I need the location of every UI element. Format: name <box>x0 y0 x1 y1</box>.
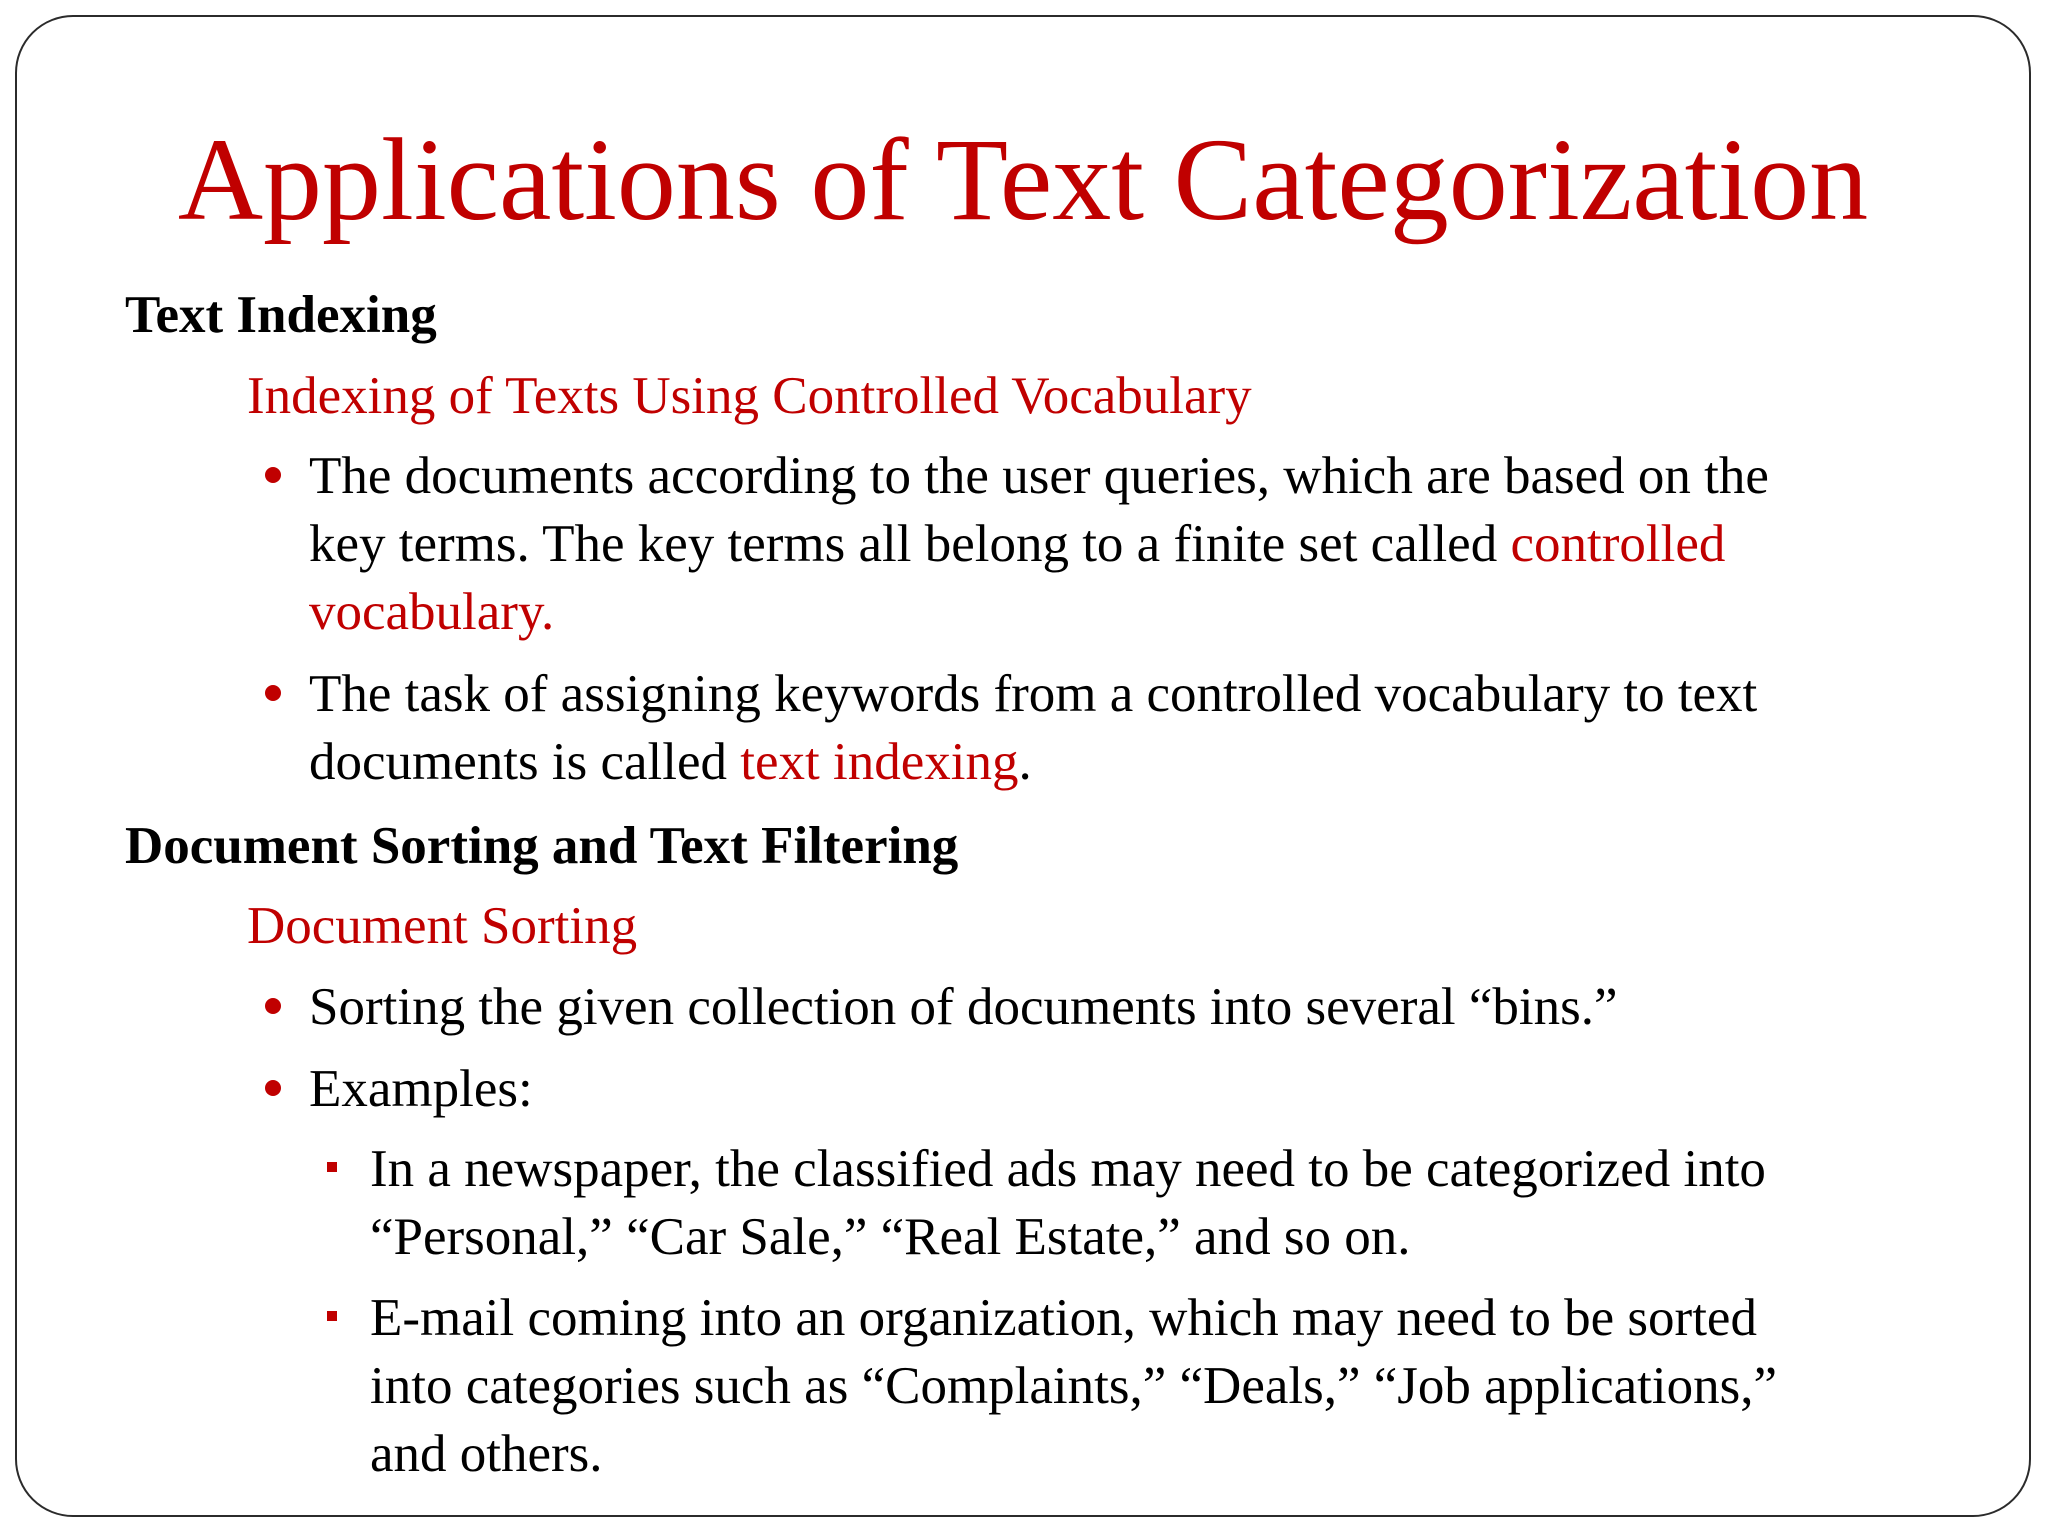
term-controlled: controlled <box>1510 515 1726 573</box>
subheading-document-sorting: Document Sorting <box>247 897 638 955</box>
bullet-4-line-1: Examples: <box>309 1060 533 1118</box>
bullet-1-line-2 <box>309 510 1725 578</box>
bullet-2-line-2-text: documents is called <box>309 733 741 791</box>
section-heading-document-sorting: Document Sorting and Text Filtering <box>125 817 959 875</box>
slide-title: Applications of Text Categorization <box>177 114 1869 245</box>
sub-bullet-square-icon <box>327 1311 337 1321</box>
example-2-line-3: and others. <box>370 1425 603 1483</box>
bullet-3-line-1: Sorting the given collection of documents into several “bins.” <box>309 978 1618 1036</box>
sub-bullet-square-icon <box>327 1162 337 1172</box>
slide <box>15 15 2031 1517</box>
bullet-2-line-1: The task of assigning keywords from a controlled vocabulary to text <box>309 665 1758 723</box>
bullet-1-line-1: The documents according to the user queries, which are based on the <box>309 447 1769 505</box>
bullet-dot-icon <box>265 1080 281 1096</box>
bullet-2-line-2 <box>309 728 1032 796</box>
bullet-dot-icon <box>265 998 281 1014</box>
section-heading-text-indexing: Text Indexing <box>125 286 437 344</box>
subheading-controlled-vocabulary: Indexing of Texts Using Controlled Vocabulary <box>247 367 1252 425</box>
bullet-dot-icon <box>265 685 281 701</box>
example-1-line-2: “Personal,” “Car Sale,” “Real Estate,” and so on. <box>370 1208 1411 1266</box>
bullet-1-line-2-text: key terms. The key terms all belong to a finite set called <box>309 515 1511 573</box>
bullet-dot-icon <box>265 467 281 483</box>
example-2-line-2: into categories such as “Complaints,” “Deals,” “Job applications,” <box>370 1357 1778 1415</box>
example-2-line-1: E-mail coming into an organization, which may need to be sorted <box>370 1289 1757 1347</box>
example-1-line-1: In a newspaper, the classified ads may need to be categorized into <box>370 1140 1766 1198</box>
bullet-2-line-2-tail: . <box>1018 733 1032 791</box>
term-vocabulary: vocabulary. <box>309 583 555 641</box>
term-text-indexing: text indexing <box>740 733 1019 791</box>
